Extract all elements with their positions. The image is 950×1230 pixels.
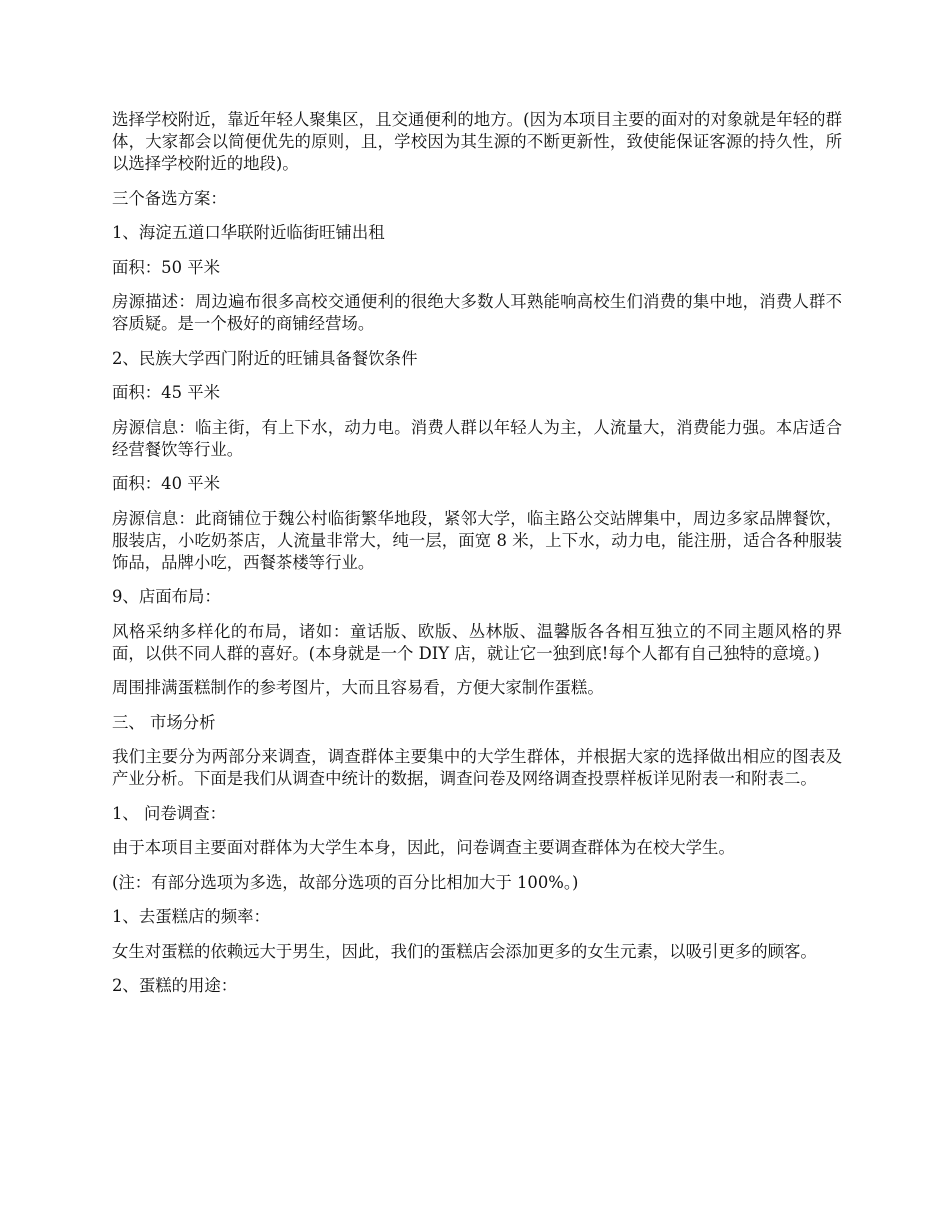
paragraph-option-2-title: 2、民族大学西门附近的旺铺具备餐饮条件 [112,348,418,368]
paragraph-frequency-analysis: 女生对蛋糕的依赖远大于男生，因此，我们的蛋糕店会添加更多的女生元素，以吸引更多的顾客。 [112,941,817,961]
paragraph-three-options: 三个备选方案： [112,188,227,208]
paragraph-store-layout-heading: 9、店面布局： [112,587,221,606]
paragraph-market-analysis-intro: 我们主要分为两部分来调查，调查群体主要集中的大学生群体，并根据大家的选择做出相应的图表及产业分析。下面是我们从调查中统计的数据，调查问卷及网络调查投票样板详见附表一和附表二。 [112,747,842,788]
paragraph-location-choice: 选择学校附近，靠近年轻人聚集区，且交通便利的地方。(因为本项目主要的面对的对象就是年轻的群体，大家都会以简便优先的原则，且，学校因为其生源的不断更新性，致使能保证客源的持久性，所以选择学校附近的地段)。 [112,110,842,173]
paragraph-questionnaire-target: 由于本项目主要面对群体为大学生本身，因此，问卷调查主要调查群体为在校大学生。 [112,838,735,857]
paragraph-reference-pictures: 周围排满蛋糕制作的参考图片，大而且容易看，方便大家制作蛋糕。 [112,678,604,697]
paragraph-cake-usage-heading: 2、蛋糕的用途： [112,976,238,995]
paragraph-option-1-description: 房源描述：周边遍布很多高校交通便利的很绝大多数人耳熟能响高校生们消费的集中地，消费人群不容质疑。是一个极好的商铺经营场。 [112,292,842,333]
paragraph-option-2-area: 面积：45 平米 [112,383,221,402]
document-page [112,109,842,1010]
paragraph-multiple-choice-note: (注：有部分选项为多选，故部分选项的百分比相加大于 100%。) [112,872,579,892]
paragraph-store-layout-style: 风格采纳多样化的布局，诸如：童话版、欧版、丛林版、温馨版各各相互独立的不同主题风格的界面，以供不同人群的喜好。(本身就是一个 DIY 店，就让它一独到底!每个人都有自己独特的意境。) [112,621,842,663]
paragraph-market-analysis-heading: 三、 市场分析 [112,712,216,732]
paragraph-option-1-title: 1、海淀五道口华联附近临街旺铺出租 [112,223,385,242]
paragraph-option-1-area: 面积：50 平米 [112,257,221,277]
paragraph-frequency-heading: 1、去蛋糕店的频率： [112,907,270,926]
paragraph-option-2-info: 房源信息：临主街，有上下水，动力电。消费人群以年轻人为主，人流量大，消费能力强。本店适合经营餐饮等行业。 [112,417,842,459]
paragraph-questionnaire-heading: 1、 问卷调查： [112,803,226,823]
paragraph-option-3-info: 房源信息：此商铺位于魏公村临街繁华地段，紧邻大学，临主路公交站牌集中，周边多家品牌餐饮，服装店，小吃奶茶店，人流量非常大，纯一层，面宽 8 米，上下水，动力电，能注册，适合各种服装饰品，品牌小吃，西餐茶楼等行业。 [112,508,842,572]
paragraph-option-3-area: 面积：40 平米 [112,474,221,493]
